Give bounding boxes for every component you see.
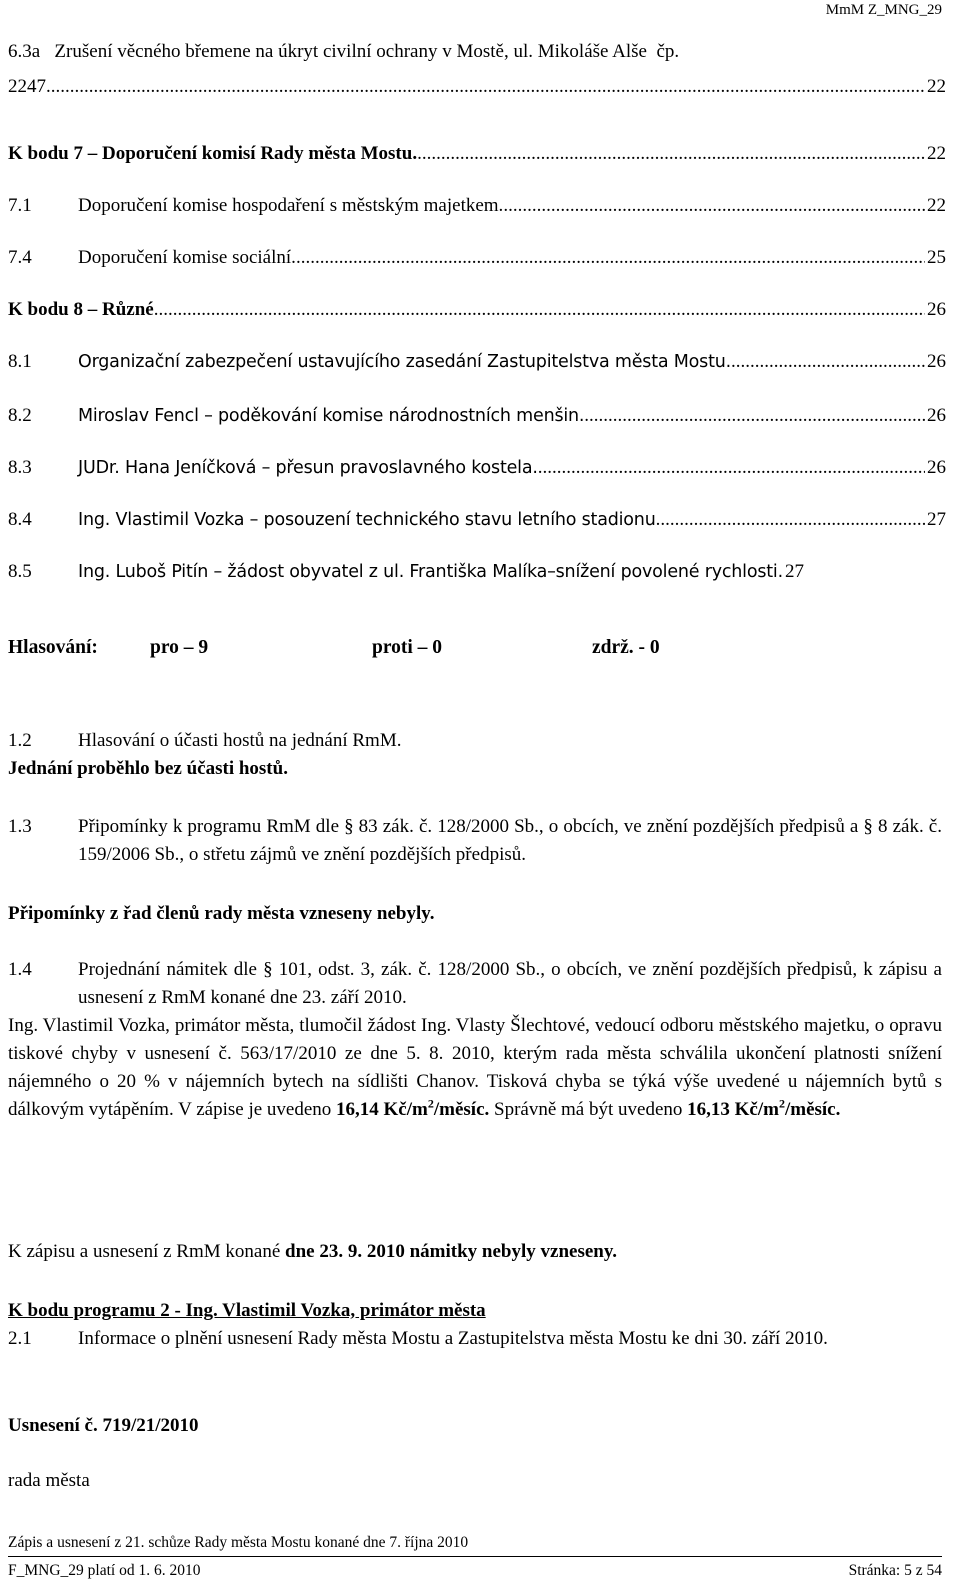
toc-page-number: 22 xyxy=(927,143,946,164)
toc-entry xyxy=(8,456,946,480)
toc-entry xyxy=(8,194,946,218)
toc-entry xyxy=(8,350,946,374)
section-text: Připomínky k programu RmM dle § 83 zák. č. 128/2000 Sb., o obcích, ve znění pozdějších předpisů a § 8 zák. č. 159/2006 Sb., o střetu zájmů ve znění pozdějších předpisů. xyxy=(78,816,942,865)
toc-page-number: 26 xyxy=(927,299,946,320)
section-1-2-result: Jednání proběhlo bez účasti hostů. xyxy=(8,758,288,779)
toc-page-number: 25 xyxy=(927,247,946,268)
toc-entry-text: Ing. Vlastimil Vozka – posouzení technického stavu letního stadionu xyxy=(78,510,656,530)
section-1-4-body xyxy=(8,1012,942,1124)
section-text: Informace o plnění usnesení Rady města Mostu a Zastupitelstva města Mostu ke dni 30. září 2010. xyxy=(78,1328,828,1349)
section-1-4 xyxy=(8,956,942,1012)
toc-entry-6-3a-line2 xyxy=(8,74,946,98)
summary-text: K zápisu a usnesení z RmM konané xyxy=(8,1241,286,1262)
wrong-unit: /měsíc. xyxy=(433,1099,490,1120)
superscript: 2 xyxy=(427,1096,434,1111)
toc-entry xyxy=(8,508,946,532)
section-number: 1.3 xyxy=(8,816,32,837)
section-text: Projednání námitek dle § 101, odst. 3, zák. č. 128/2000 Sb., o obcích, ve znění pozdějších předpisů, k zápisu a usnesení z RmM konané dne 23. září 2010. xyxy=(78,959,942,1008)
toc-page-number: 27 xyxy=(927,509,946,530)
section-number: 1.4 xyxy=(8,959,32,980)
toc-entry-text: JUDr. Hana Jeníčková – přesun pravoslavného kostela. xyxy=(78,458,538,478)
toc-leader xyxy=(538,456,925,480)
footer-title: Zápis a usnesení z 21. schůze Rady města Mostu konané dne 7. října 2010 xyxy=(8,1534,469,1551)
toc-entry-number: 8.2 xyxy=(8,405,32,426)
rada-mesta: rada města xyxy=(8,1470,90,1491)
voting-label: Hlasování: xyxy=(8,637,98,658)
voting-pro: pro – 9 xyxy=(150,637,209,658)
toc-entry-text: 2247 xyxy=(8,76,46,97)
toc-page-number: 27 xyxy=(784,561,804,582)
toc-leader xyxy=(296,246,925,270)
right-unit: /měsíc. xyxy=(784,1099,841,1120)
toc-entry-number: 8.4 xyxy=(8,509,32,530)
voting-proti: proti – 0 xyxy=(372,637,443,658)
wrong-value: 16,14 Kč/m xyxy=(336,1099,428,1120)
section-1-3-result: Připomínky z řad členů rady města vzneseny nebyly. xyxy=(8,903,435,924)
toc-page-number: 22 xyxy=(927,76,946,97)
toc-entry xyxy=(8,298,946,322)
body-text: Ing. Vlastimil Vozka, primátor města, tlumočil žádost Ing. Vlasty Šlechtové, vedoucí odboru městského majetku, o opravu tiskové chyby v usnesení č. 563/17/2010 ze dne 5. 8. 2010, kterým rada města schválila ukončení platnosti snížení nájemného o 20 % v nájemních bytech na sídlišti Chanov. Tisková chyba se týká výše uvedené u nájemních bytů s dálkovým vytápěním. V zápise je uvedeno xyxy=(8,1015,942,1120)
toc-entry-6-3a-line1: 6.3a Zrušení věcného břemene na úkryt civilní ochrany v Mostě, ul. Mikoláše Alše čp. xyxy=(8,41,680,62)
toc-entry-number: 8.1 xyxy=(8,351,32,372)
header-doc-code: MmM Z_MNG_29 xyxy=(825,2,942,18)
superscript-2: 2 xyxy=(778,1096,785,1111)
section-2-1 xyxy=(8,1325,942,1353)
toc-entry-number: 8.5 xyxy=(8,561,32,582)
toc-entry xyxy=(8,246,946,270)
footer-bar xyxy=(8,1562,942,1580)
section-1-4-summary xyxy=(8,1240,617,1264)
toc-leader xyxy=(417,142,925,166)
summary-bold: dne 23. 9. 2010 námitky nebyly vzneseny. xyxy=(285,1241,618,1262)
toc-entry-text: Doporučení komise sociální. xyxy=(78,247,296,268)
toc-leader xyxy=(731,350,925,374)
section-number: 2.1 xyxy=(8,1328,32,1349)
voting-zdrz: zdrž. - 0 xyxy=(592,637,660,658)
bod-2-heading: K bodu programu 2 - Ing. Vlastimil Vozka, primátor města xyxy=(8,1300,486,1321)
toc-entry-text: Organizační zabezpečení ustavujícího zasedání Zastupitelstva města Mostu. xyxy=(78,352,731,372)
toc-leader xyxy=(584,404,925,428)
toc-entry-number: 7.4 xyxy=(8,247,32,268)
toc-entry-number: 7.1 xyxy=(8,195,32,216)
toc-leader xyxy=(656,508,925,532)
section-1-2 xyxy=(8,727,942,755)
footer-form-code: F_MNG_29 platí od 1. 6. 2010 xyxy=(8,1562,201,1579)
section-text: Hlasování o účasti hostů na jednání RmM. xyxy=(78,730,402,751)
toc-page-number: 22 xyxy=(927,195,946,216)
toc-entry xyxy=(8,560,946,584)
section-1-3 xyxy=(8,813,942,869)
resolution-number: Usnesení č. 719/21/2010 xyxy=(8,1415,199,1436)
toc-entry xyxy=(8,404,946,428)
footer-page-indicator: Stránka: 5 z 54 xyxy=(848,1562,942,1579)
section-number: 1.2 xyxy=(8,730,32,751)
right-value: 16,13 Kč/m xyxy=(687,1099,779,1120)
toc-leader xyxy=(46,76,925,98)
toc-entry-number: K bodu 8 – Různé xyxy=(8,299,154,320)
body-text-2: Správně má být uvedeno xyxy=(489,1099,688,1120)
toc-entry-number: 8.3 xyxy=(8,457,32,478)
toc-entry-text: Ing. Luboš Pitín – žádost obyvatel z ul. Františka Malíka–snížení povolené rychlosti. xyxy=(78,562,783,582)
toc-leader xyxy=(503,194,925,218)
toc-entry-text: Doporučení komise hospodaření s městským majetkem. xyxy=(78,195,504,216)
toc-entry-number: K bodu 7 – Doporučení komisí Rady města Mostu. xyxy=(8,143,418,164)
toc-page-number: 26 xyxy=(927,457,946,478)
toc-entry-text: Miroslav Fencl – poděkování komise národnostních menšin. xyxy=(78,406,585,426)
toc-entry xyxy=(8,142,946,166)
footer-divider xyxy=(8,1556,942,1557)
toc-page-number: 26 xyxy=(927,351,946,372)
toc-page-number: 26 xyxy=(927,405,946,426)
toc-leader xyxy=(154,298,925,322)
